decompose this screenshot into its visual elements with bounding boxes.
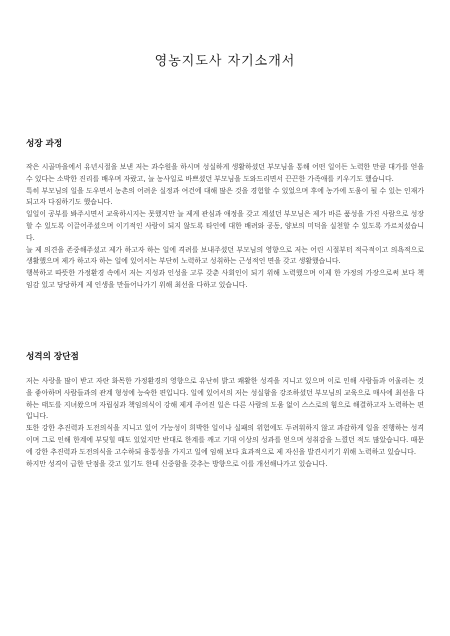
paragraph: 늘 제 의견을 존중해주셨고 제가 하고자 하는 일에 격려를 보내주셨던 부모님의 영향으로 저는 어린 시절부터 적극적이고 의욕적으로 생활했으며 제가 하고자 하는 일에 있어서는 부단히 노력하고 성취하는 근성적인 면을 갖고 생활했습니다.	[26, 245, 424, 266]
paragraph: 일일이 공부를 봐주시면서 교육하시지는 못했지만 늘 제게 관심과 애정을 갖고 계셨던 부모님은 제가 바른 품성을 가진 사람으로 성장할 수 있도록 이끌어주셨으며 이기적인 사람이 되지 않도록 타인에 대한 배려와 공동, 양보의 미덕을 실천할 수 있도록 가르치셨습니다.	[26, 210, 424, 242]
section-heading-personality: 성격의 장단점	[26, 352, 79, 362]
paragraph: 특히 부모님의 일을 도우면서 농촌의 어려운 실정과 여건에 대해 많은 것을 경험할 수 있었으며 후에 농가에 도움이 될 수 있는 인재가 되고자 다짐하기도 했습니다.	[26, 186, 424, 207]
paragraph: 작은 시골마을에서 유년시절을 보낸 저는 과수원을 하시며 성실하게 생활하셨던 부모님을 통해 어떤 일이든 노력한 만큼 대가를 얻을 수 있다는 소박한 진리를 배우며 자랐고, 늘 농사일로 바쁘셨던 부모님을 도와드리면서 끈끈한 가족애를 키우기도 했습니다.	[26, 163, 424, 183]
paragraph: 저는 사랑을 많이 받고 자란 화목한 가정환경의 영향으로 유난히 밝고 쾌활한 성격을 지니고 있으며 이로 인해 사람들과 어울리는 것을 좋아하며 사람들과의 관계 형성에 능숙한 편입니다. 일에 있어서의 저는 성실함을 강조하셨던 부모님의 교육으로 매사에 최선을 다하는 태도를 지녀왔으며 자립심과 책임의식이 강해 제게 주어진 일은 다른 사람의 도움 없이 스스로의 힘으로 해결하고자 노력하는 편입니다.	[26, 377, 424, 421]
section-body-growth	[26, 162, 424, 292]
document-title: 영농지도사 자기소개서	[154, 54, 296, 69]
paragraph: 하지만 성격이 급한 단점을 갖고 있기도 한데 신중함을 갖추는 방향으로 이를 개선해나가고 있습니다.	[26, 459, 328, 468]
paragraph: 또한 강한 추진력과 도전의식을 지니고 있어 가능성이 희박한 일이나 실패의 위험에도 두려워하지 않고 과감하게 일을 진행하는 성격이며 그로 인해 한계에 부딪힐 때도 있었지만 반대로 한계를 깨고 기대 이상의 성과를 얻으며 성취감을 느꼈던 적도 많았습니다. 때문에 강한 추진력과 도전의식을 고수하되 융통성을 가지고 일에 임해 보다 효과적으로 제 자신을 발견시키기 위해 노력하고 있습니다.	[26, 424, 424, 456]
paragraph: 행복하고 따뜻한 가정환경 속에서 저는 지성과 인성을 고루 갖춘 사회인이 되기 위해 노력했으며 이제 한 가정의 가장으로써 보다 책임감 있고 당당하게 제 인생을 만들어나가기 위해 최선을 다하고 있습니다.	[26, 269, 424, 289]
section-body-personality	[26, 376, 424, 470]
section-heading-growth: 성장 과정	[26, 139, 63, 149]
